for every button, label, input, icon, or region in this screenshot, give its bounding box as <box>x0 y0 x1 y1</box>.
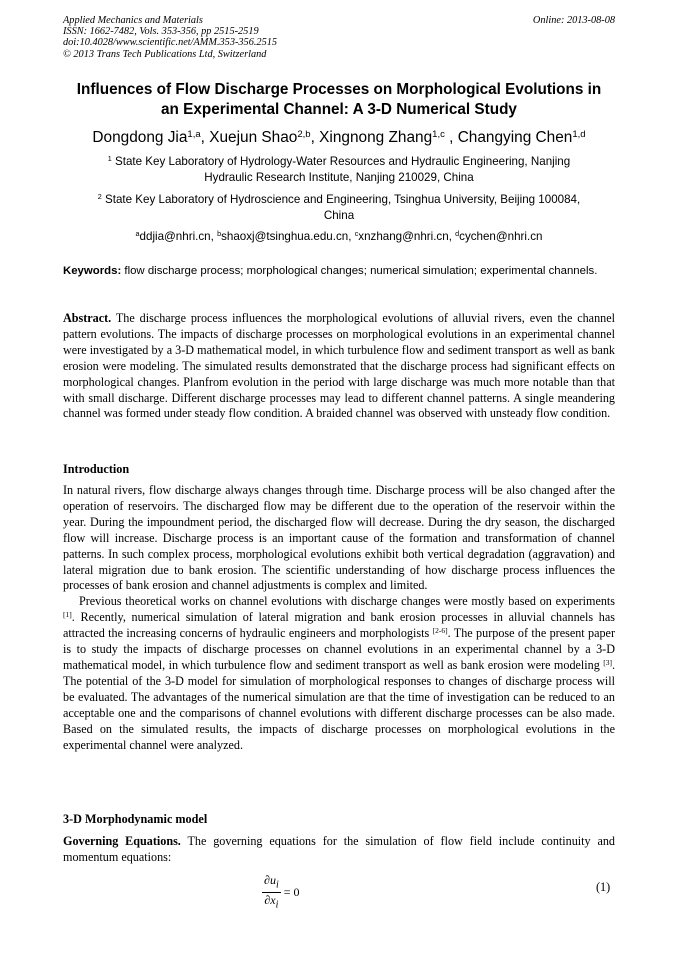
citation-ref: [2-6] <box>432 626 448 636</box>
author-list: Dongdong Jia$^{1,a}$, Xuejun Shao$^{2,b}$, Xingnong Zhang$^{1,c}$ , Changying Chen$^{1,d}$ <box>92 128 586 146</box>
doi-line: doi:10.4028/www.scientific.net/AMM.353-356.2515 <box>63 37 278 49</box>
title-line-2: an Experimental Channel: A 3-D Numerical Study <box>161 101 517 118</box>
abstract-label: Abstract. <box>63 311 112 325</box>
author-sup: 1,a <box>187 128 201 140</box>
author-sup: 2,b <box>297 128 311 140</box>
paragraph-text: . The potential of the 3-D model for simulation of morphological responses to changes of discharge process will be evaluated. The advantages of the numerical simulation are that the time of investigation can be reduced to an acceptable one and the comparisons of channel evolutions with different discharge processes can be also made. Based on the simulated results, the impacts of discharge processes on morphological evolutions in the experimental channel were analyzed. <box>63 657 615 752</box>
affiliation-2 <box>70 192 608 224</box>
governing-equations-block <box>63 834 615 866</box>
journal-header <box>63 15 615 60</box>
paper-title <box>48 80 630 120</box>
governing-equations-label: Governing Equations. <box>63 834 181 848</box>
keywords-text: flow discharge process; morphological changes; numerical simulation; experimental channels. <box>124 265 598 277</box>
citation-ref: [1] <box>63 610 72 620</box>
issn-line: ISSN: 1662-7482, Vols. 353-356, pp 2515-2519 <box>63 26 259 38</box>
email-sup: a <box>135 229 140 239</box>
author-name: Xingnong Zhang <box>319 129 433 146</box>
affiliation-sup: 2 <box>97 192 102 202</box>
equation-subscript: i <box>275 879 279 891</box>
equation-subscript: i <box>275 899 279 911</box>
email-list: $^a$ddjia@nhri.cn, $^b$shaoxj@tsinghua.edu.cn, $^c$xnzhang@nhri.cn, $^d$cychen@nhri.cn <box>135 229 543 243</box>
introduction-paragraph-2 <box>63 594 615 753</box>
affiliation-line: Hydraulic Research Institute, Nanjing 210029, China <box>204 171 474 184</box>
abstract-text: The discharge process influences the morphological evolutions of alluvial rivers, even the channel pattern evolutions. The impacts of discharge processes on morphological evolutions in an experimental channel were investigated by a 3-D mathematical model, in which turbulence flow and sediment transport as well as bank erosion were modeling. The simulated results demonstrated that the discharge process had significant effects on morphological changes. Planfrom evolution in the period with large discharge was much more notable than that with small discharge. Different discharge processes may lead to different channel patterns. A single meandering channel was formed under steady flow condition. A braided channel was observed with unsteady flow condition. <box>63 311 615 421</box>
affiliation-line: State Key Laboratory of Hydrology-Water Resources and Hydraulic Engineering, Nanjing <box>115 155 571 168</box>
title-line-1: Influences of Flow Discharge Processes on Morphological Evolutions in <box>76 81 602 98</box>
copyright-line: © 2013 Trans Tech Publications Ltd, Switzerland <box>63 48 267 60</box>
citation-ref: [3] <box>603 657 612 667</box>
equation-fraction <box>262 873 281 913</box>
affiliation-1 <box>70 154 608 186</box>
email-sup: d <box>455 229 460 239</box>
fraction-numerator <box>262 873 281 893</box>
keywords-label: Keywords: <box>63 265 122 277</box>
online-date: Online: 2013-08-08 <box>532 15 615 26</box>
equation-variable: x <box>270 893 276 908</box>
affiliation-line: China <box>323 209 355 222</box>
governing-equations-text: The governing equations for the simulation of flow field include continuity and momentum equations: <box>63 834 615 864</box>
email-address: cychen@nhri.cn <box>459 230 543 243</box>
abstract-block <box>63 311 615 422</box>
partial-symbol: ∂ <box>264 893 271 908</box>
affiliation-sup: 1 <box>107 154 112 164</box>
paragraph-text: . The purpose of the present paper is to study the impacts of discharge processes on channel evolutions in an experimental channel by a 3-D mathematical model, in which turbulence flow and sediment transport as well as bank erosion were modeling <box>63 626 615 672</box>
model-heading: 3-D Morphodynamic model <box>63 812 208 826</box>
equation-1 <box>262 873 300 913</box>
introduction-heading: Introduction <box>63 462 130 476</box>
email-sup: c <box>354 229 359 239</box>
equation-variable: u <box>269 873 276 887</box>
email-sup: b <box>217 229 222 239</box>
paragraph-text: Previous theoretical works on channel evolutions with discharge changes were mostly based on experiments <box>79 594 615 609</box>
paragraph-text: . Recently, numerical simulation of lateral migration and bank erosion processes in alluvial channels has attracted the increasing concerns of hydraulic engineers and morphologists <box>63 610 615 641</box>
equation-rhs: = 0 <box>283 885 300 900</box>
author-name: Changying Chen <box>457 129 573 146</box>
fraction-denominator <box>262 893 281 912</box>
author-sup: 1,d <box>572 128 586 140</box>
author-name: Xuejun Shao <box>209 129 298 146</box>
equation-number: (1) <box>596 880 611 894</box>
email-address: shaoxj@tsinghua.edu.cn <box>221 230 349 243</box>
keywords-block <box>63 264 615 279</box>
introduction-body <box>63 483 615 753</box>
affiliation-line: State Key Laboratory of Hydroscience and Engineering, Tsinghua University, Beijing 100084, <box>105 193 581 206</box>
author-sup: 1,c <box>432 128 445 140</box>
email-address: xnzhang@nhri.cn <box>358 230 449 243</box>
journal-name: Applied Mechanics and Materials <box>63 15 203 26</box>
introduction-paragraph-1: In natural rivers, flow discharge always changes through time. Discharge process will be also changed after the operation of reservoirs. The discharged flow may be different due to the operation of the reservoir within the year. During the impoundment period, the discharged flow will decrease. During the dry season, the discharged flow will increase. Discharge process is an important cause of the formation and transformation of channel patterns. In such complex process, morphological evolutions exhibit both vertical degradation (aggravation) and lateral migration due to bank erosion. The scientific understanding of how discharge process influences the processes of bank erosion and channel adjustments is complex and limited. <box>63 483 615 593</box>
partial-symbol: ∂ <box>264 873 270 887</box>
email-address: ddjia@nhri.cn <box>139 230 211 243</box>
author-name: Dongdong Jia <box>92 129 188 146</box>
